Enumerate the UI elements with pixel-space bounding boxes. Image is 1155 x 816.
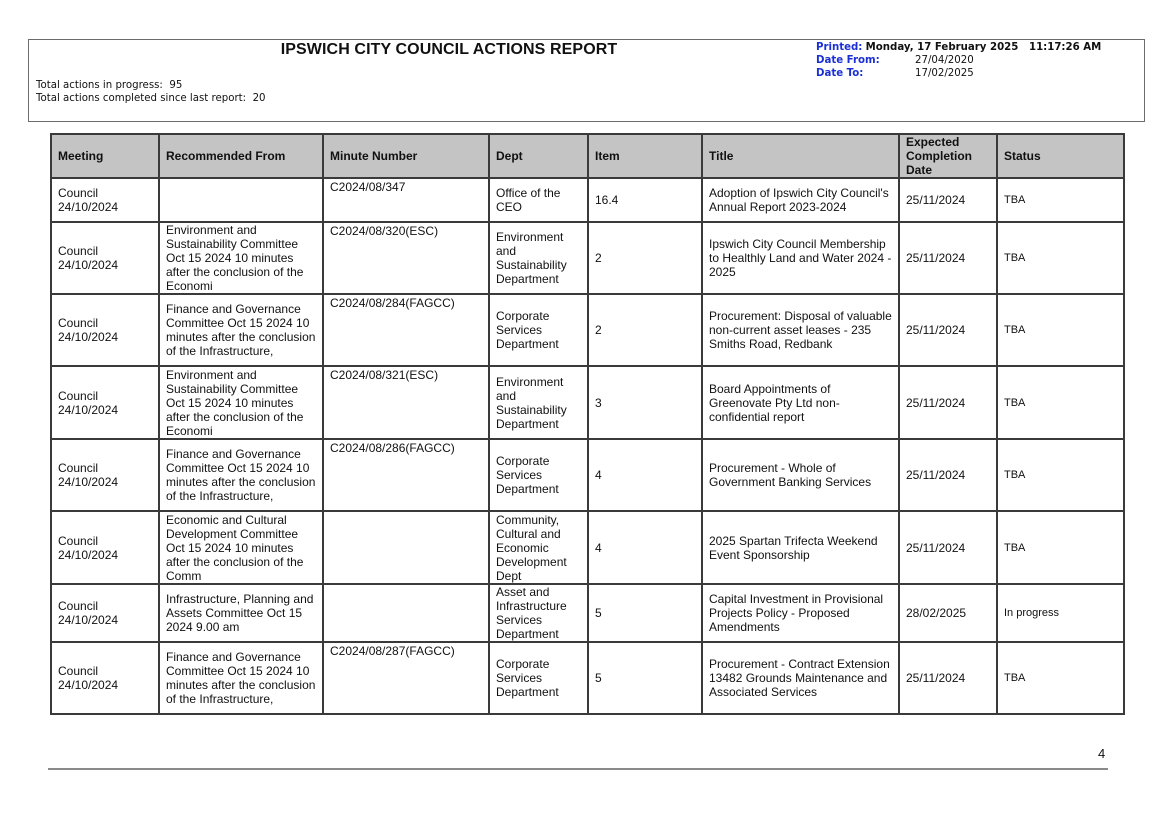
status-cell: TBA xyxy=(997,642,1124,714)
table-row xyxy=(51,511,1124,584)
recommended-from-cell: Infrastructure, Planning and Assets Committee Oct 15 2024 9.00 am xyxy=(159,584,323,642)
table-header-row xyxy=(51,134,1124,178)
minute-number-cell: C2024/08/286(FAGCC) xyxy=(323,439,489,511)
minute-number-cell: C2024/08/284(FAGCC) xyxy=(323,294,489,366)
expected-completion-cell: 25/11/2024 xyxy=(899,294,997,366)
actions-table xyxy=(50,133,1125,715)
total-completed-value: 20 xyxy=(252,93,266,104)
meeting-cell: Council 24/10/2024 xyxy=(51,366,159,439)
title-cell: Procurement - Whole of Government Banking Services xyxy=(702,439,899,511)
item-cell: 5 xyxy=(588,642,702,714)
item-cell: 3 xyxy=(588,366,702,439)
minute-number-cell: C2024/08/321(ESC) xyxy=(323,366,489,439)
meeting-cell: Council 24/10/2024 xyxy=(51,642,159,714)
meeting-cell: Council 24/10/2024 xyxy=(51,511,159,584)
table-row xyxy=(51,642,1124,714)
dept-cell: Corporate Services Department xyxy=(489,642,588,714)
total-completed xyxy=(36,92,266,105)
title-cell: Adoption of Ipswich City Council's Annual Report 2023-2024 xyxy=(702,178,899,222)
column-header-expected-completion: Expected Completion Date xyxy=(899,134,997,178)
status-cell: TBA xyxy=(997,366,1124,439)
printed-value: Monday, 17 February 2025 11:17:26 AM xyxy=(865,42,1102,53)
title-cell: Capital Investment in Provisional Projects Policy - Proposed Amendments xyxy=(702,584,899,642)
dept-cell: Community, Cultural and Economic Development Dept xyxy=(489,511,588,584)
meeting-cell: Council 24/10/2024 xyxy=(51,178,159,222)
recommended-from-cell: Finance and Governance Committee Oct 15 2024 10 minutes after the conclusion of the Infrastructure, xyxy=(159,439,323,511)
minute-number-cell: C2024/08/347 xyxy=(323,178,489,222)
item-cell: 2 xyxy=(588,222,702,294)
title-cell: 2025 Spartan Trifecta Weekend Event Sponsorship xyxy=(702,511,899,584)
item-cell: 16.4 xyxy=(588,178,702,222)
table-row xyxy=(51,222,1124,294)
title-cell: Procurement - Contract Extension 13482 Grounds Maintenance and Associated Services xyxy=(702,642,899,714)
recommended-from-cell: Finance and Governance Committee Oct 15 2024 10 minutes after the conclusion of the Infrastructure, xyxy=(159,642,323,714)
dept-cell: Corporate Services Department xyxy=(489,439,588,511)
dept-cell: Environment and Sustainability Department xyxy=(489,222,588,294)
table-row xyxy=(51,366,1124,439)
status-cell: TBA xyxy=(997,178,1124,222)
recommended-from-cell: Environment and Sustainability Committee Oct 15 2024 10 minutes after the conclusion of the Economi xyxy=(159,366,323,439)
status-cell: TBA xyxy=(997,222,1124,294)
meeting-cell: Council 24/10/2024 xyxy=(51,584,159,642)
title-cell: Procurement: Disposal of valuable non-current asset leases - 235 Smiths Road, Redbank xyxy=(702,294,899,366)
expected-completion-cell: 25/11/2024 xyxy=(899,222,997,294)
printed-label: Printed: xyxy=(816,42,863,53)
table-row xyxy=(51,439,1124,511)
item-cell: 2 xyxy=(588,294,702,366)
total-in-progress xyxy=(36,79,266,92)
table-row xyxy=(51,584,1124,642)
table-row xyxy=(51,294,1124,366)
minute-number-cell: C2024/08/320(ESC) xyxy=(323,222,489,294)
dept-cell: Corporate Services Department xyxy=(489,294,588,366)
title-cell: Board Appointments of Greenovate Pty Ltd non-confidential report xyxy=(702,366,899,439)
expected-completion-cell: 28/02/2025 xyxy=(899,584,997,642)
recommended-from-cell: Finance and Governance Committee Oct 15 2024 10 minutes after the conclusion of the Infrastructure, xyxy=(159,294,323,366)
dept-cell: Environment and Sustainability Department xyxy=(489,366,588,439)
minute-number-cell: C2024/08/287(FAGCC) xyxy=(323,642,489,714)
report-title: IPSWICH CITY COUNCIL ACTIONS REPORT xyxy=(280,41,618,58)
date-to-row xyxy=(816,67,1101,80)
expected-completion-cell: 25/11/2024 xyxy=(899,366,997,439)
recommended-from-cell: Environment and Sustainability Committee Oct 15 2024 10 minutes after the conclusion of the Economi xyxy=(159,222,323,294)
meeting-cell: Council 24/10/2024 xyxy=(51,294,159,366)
total-in-progress-label: Total actions in progress: xyxy=(36,80,163,91)
column-header-status: Status xyxy=(997,134,1124,178)
date-from-value: 27/04/2020 xyxy=(915,55,974,66)
meeting-cell: Council 24/10/2024 xyxy=(51,222,159,294)
column-header-recommended-from: Recommended From xyxy=(159,134,323,178)
column-header-minute-number: Minute Number xyxy=(323,134,489,178)
totals-summary xyxy=(36,79,266,105)
total-in-progress-value: 95 xyxy=(169,80,183,91)
column-header-meeting: Meeting xyxy=(51,134,159,178)
date-from-row xyxy=(816,54,1101,67)
recommended-from-cell: Economic and Cultural Development Committee Oct 15 2024 10 minutes after the conclusion of the Comm xyxy=(159,511,323,584)
report-header xyxy=(28,39,1145,122)
printed-row xyxy=(816,41,1101,54)
title-cell: Ipswich City Council Membership to Healthly Land and Water 2024 - 2025 xyxy=(702,222,899,294)
expected-completion-cell: 25/11/2024 xyxy=(899,642,997,714)
minute-number-cell xyxy=(323,584,489,642)
dept-cell: Office of the CEO xyxy=(489,178,588,222)
status-cell: TBA xyxy=(997,439,1124,511)
expected-completion-cell: 25/11/2024 xyxy=(899,439,997,511)
footer-divider xyxy=(48,768,1108,770)
status-cell: TBA xyxy=(997,511,1124,584)
column-header-item: Item xyxy=(588,134,702,178)
meeting-cell: Council 24/10/2024 xyxy=(51,439,159,511)
column-header-title: Title xyxy=(702,134,899,178)
status-cell: In progress xyxy=(997,584,1124,642)
report-meta xyxy=(816,41,1101,80)
recommended-from-cell xyxy=(159,178,323,222)
item-cell: 4 xyxy=(588,439,702,511)
minute-number-cell xyxy=(323,511,489,584)
expected-completion-cell: 25/11/2024 xyxy=(899,511,997,584)
total-completed-label: Total actions completed since last report: xyxy=(36,93,247,104)
status-cell: TBA xyxy=(997,294,1124,366)
dept-cell: Asset and Infrastructure Services Department xyxy=(489,584,588,642)
date-to-value: 17/02/2025 xyxy=(915,68,974,79)
page-number: 4 xyxy=(1098,746,1106,761)
table-row xyxy=(51,178,1124,222)
date-to-label: Date To: xyxy=(816,68,864,79)
item-cell: 4 xyxy=(588,511,702,584)
expected-completion-cell: 25/11/2024 xyxy=(899,178,997,222)
column-header-dept: Dept xyxy=(489,134,588,178)
item-cell: 5 xyxy=(588,584,702,642)
date-from-label: Date From: xyxy=(816,55,880,66)
